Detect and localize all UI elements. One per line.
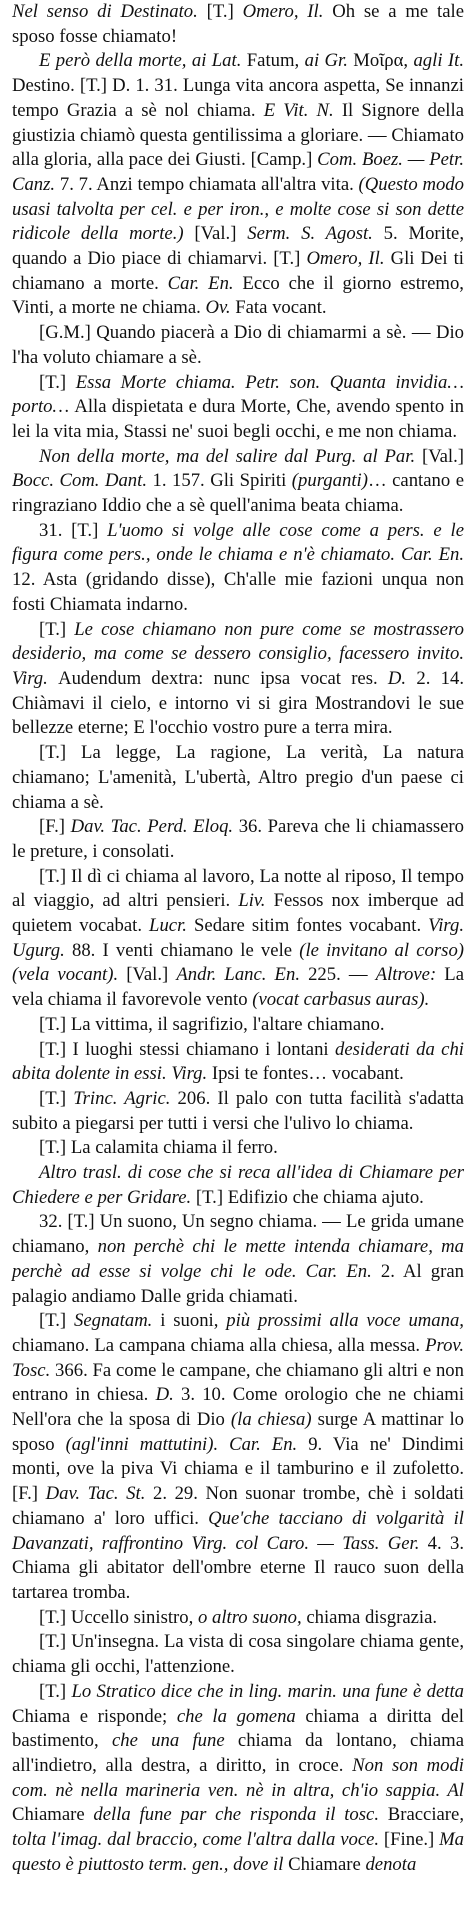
- text-run: [T.] Uccello sinistro,: [39, 1606, 198, 1628]
- text-run: Sedare sitim fontes vocabant.: [194, 915, 429, 937]
- text-run: Alla dispietata e dura Morte, Che, avendo spento in lei la vita mia, Stassi ne' suoi begli occhi, e me non chiama.: [12, 396, 464, 442]
- text-run: 366. Fa come le campane, che chiamano gli altri e non entrano in chiesa.: [12, 1359, 464, 1406]
- text-run: 1. 157. Gli Spiriti: [152, 470, 292, 492]
- entry-paragraph: [12, 49, 464, 321]
- entry-paragraph: [12, 1680, 464, 1878]
- text-run: chiama disgrazia.: [306, 1606, 438, 1628]
- italic-run: Com. Boez. — Petr. Canz.: [12, 149, 464, 195]
- text-run: chiama da lontano, chiama all'indietro, alla destra, a diritto, in croce.: [12, 1730, 464, 1776]
- italic-run: E però della morte, ai Lat.: [39, 50, 247, 72]
- text-run: 88. I venti chiamano le vele: [71, 939, 300, 961]
- italic-run: denota: [365, 1853, 417, 1875]
- italic-run: (le invitano al corso) (vela vocant).: [12, 939, 465, 986]
- text-run: Ipsi te fontes… vocabant.: [211, 1063, 404, 1085]
- italic-run: che una fune: [111, 1730, 238, 1752]
- text-run: [T.]: [39, 1680, 72, 1702]
- italic-run: o altro suono,: [197, 1606, 307, 1628]
- text-run: Fessos nox imberque ad quietem vocabat.: [12, 890, 465, 937]
- italic-run: Essa Morte chiama. Petr. son. Quanta invidia… porto…: [12, 371, 464, 418]
- entry-paragraph: [12, 1013, 464, 1038]
- text-run: 3. 10. Come orologio che ne chiami Nell'ora che la sposa di Dio: [12, 1384, 465, 1431]
- text-run: 32. [T.] Un suono, Un segno chiama. — Le grida umane chiamano,: [12, 1211, 464, 1258]
- italic-run: Prov. Tosc.: [12, 1334, 464, 1381]
- entry-paragraph: [12, 321, 464, 370]
- italic-run: desiderati da chi abita dolente in essi. Virg.: [12, 1038, 464, 1085]
- italic-run: Bocc. Com. Dant.: [12, 470, 153, 492]
- text-run: [Val.]: [194, 223, 248, 245]
- italic-run: D.: [387, 667, 417, 689]
- text-run: Ecco che il giorno estremo, Vinti, a morte ne chiama.: [12, 272, 464, 319]
- entry-paragraph: [12, 865, 464, 1013]
- entry-paragraph: [12, 1038, 464, 1087]
- text-run: Destino. [T.] D. 1. 31. Lunga vita ancora aspetta, Se innanzi tempo Grazia a sè nol chiama.: [12, 75, 464, 121]
- text-run: Bracciare,: [387, 1804, 464, 1826]
- italic-run: che la gomena: [176, 1705, 306, 1727]
- italic-run: Ov.: [205, 297, 236, 319]
- italic-run: Serm. S. Agost.: [247, 223, 384, 245]
- italic-run: Ma questo è piuttosto term. gen., dove il: [12, 1829, 464, 1875]
- text-run: [T.] La vittima, il sagrifizio, l'altare chiamano.: [39, 1013, 385, 1035]
- italic-run: Trinc. Agric.: [73, 1087, 178, 1109]
- italic-run: Andr. Lanc. En.: [176, 964, 309, 986]
- italic-run: E Vit. N.: [263, 99, 342, 121]
- italic-run: D.: [155, 1384, 181, 1406]
- entry-paragraph: [12, 1606, 464, 1631]
- entry-paragraph: [12, 1161, 464, 1210]
- text-run: 206. Il palo con tutta facilità s'adatta subito a piegarsi per tutti i versi che l'ulivo lo chiama.: [12, 1087, 464, 1134]
- italic-run: Lo Stratico dice che in ling. marin. una fune è detta: [71, 1680, 464, 1702]
- text-run: 225. —: [308, 964, 376, 986]
- italic-run: agli It.: [413, 50, 464, 72]
- text-run: [F.]: [39, 816, 71, 838]
- italic-run: Car. En.: [167, 272, 243, 294]
- text-run: Chiama e risponde;: [12, 1705, 177, 1727]
- text-run: [T.] I luoghi stessi chiamano i lontani: [39, 1038, 335, 1060]
- entry-paragraph: [12, 519, 464, 618]
- italic-run: Lucr.: [149, 915, 194, 937]
- text-run: 9. Via ne' Dindimi monti, ove la piva Vi chiama e il tamburino e il zufoletto. [F.]: [12, 1433, 465, 1505]
- text-run: [T.] Il dì ci chiama al lavoro, La notte al riposo, Il tempo al viaggio, ad altri pensieri.: [12, 865, 464, 912]
- italic-run: Virg. Ugurg.: [12, 915, 464, 961]
- text-run: 4. 3. Chiama gli abitator dell'ombre eterne Il rauco suon della tartarea tromba.: [12, 1532, 464, 1603]
- italic-run: Omero, Il.: [242, 1, 333, 22]
- italic-run: Segnatam.: [73, 1310, 161, 1332]
- text-run: chiama a diritta del bastimento,: [12, 1705, 464, 1752]
- italic-run: Que'che tacciano di volgarità il Davanzati, raffrontino Virg. col Caro. — Tass. Ger.: [12, 1507, 464, 1554]
- entry-paragraph: [12, 1210, 464, 1309]
- entry-paragraph: [12, 815, 464, 864]
- text-run: Audendum dextra: nunc ipsa vocat res.: [58, 667, 388, 689]
- italic-run: Liv.: [238, 890, 274, 912]
- text-run: [T.] La legge, La ragione, La verità, La natura chiamano; L'amenità, L'ubertà, Altro pregio d'un paese ci chiama a sè.: [12, 742, 464, 813]
- text-run: [T.]: [39, 618, 75, 640]
- text-run: chiamano. La campana chiama alla chiesa, alla messa.: [12, 1334, 426, 1356]
- italic-run: Non della morte, ma del salire dal Purg. al Par.: [39, 445, 422, 467]
- text-run: [T.] La calamita chiama il ferro.: [39, 1137, 278, 1159]
- text-run: [G.M.] Quando piacerà a Dio di chiamarmi a sè. — Dio l'ha voluto chiamare a sè.: [12, 322, 464, 368]
- text-run: … cantano e ringraziano Iddio che a sè quell'anima beata chiama.: [12, 470, 465, 517]
- text-run: i suoni,: [160, 1310, 227, 1332]
- text-run: 12. Asta (gridando disse), Ch'alle mie fazioni unqua non fosti Chiamata indarno.: [12, 569, 464, 615]
- italic-run: Non son modi com. nè nella marineria ven. nè in altra, ch'io sappia. Al: [12, 1754, 464, 1801]
- italic-run: ai Gr.: [304, 50, 354, 72]
- text-run: 2. 29. Non suonar trombe, chè i soldati chiamano a' loro uffici.: [12, 1483, 464, 1529]
- italic-run: Dav. Tac. St.: [45, 1483, 153, 1505]
- italic-run: Dav. Tac. Perd. Eloq.: [70, 816, 239, 838]
- text-run: 36. Pareva che li chiamassero le preture, i consolati.: [12, 816, 464, 862]
- entry-paragraph: [12, 1309, 464, 1605]
- text-run: [T.] Edifizio che chiama ajuto.: [195, 1186, 424, 1208]
- italic-run: non perchè chi le mette intenda chiamare, ma perchè ad esse si volge chi le ode. Car. En.: [12, 1236, 464, 1282]
- text-run: [T.]: [39, 1087, 74, 1109]
- italic-run: (purganti): [291, 470, 368, 492]
- italic-run: Omero, Il.: [306, 248, 391, 270]
- text-run: 31. [T.]: [39, 519, 108, 541]
- italic-run: (agl'inni mattutini). Car. En.: [65, 1433, 309, 1455]
- entry-paragraph: [12, 371, 464, 445]
- entry-paragraph: [12, 0, 464, 49]
- text-run: Chiamare: [12, 1804, 94, 1826]
- text-run: 5. Morite, quando a Dio piace di chiamarvi. [T.]: [12, 223, 465, 270]
- text-run: [Fine.]: [383, 1829, 440, 1851]
- text-run: [T.]: [39, 1310, 74, 1332]
- italic-run: (la chiesa): [230, 1409, 318, 1431]
- italic-run: L'uomo si volge alle cose come a pers. e le figura come pers., onde le chiama e n'è chiamato. Car. En.: [12, 519, 465, 566]
- italic-run: della fune par che risponda il tosc.: [93, 1804, 388, 1826]
- text-run: Il Signore della giustizia chiamò questa gentilissima a gloriare. — Chiamato alla gloria, alla pace dei Giusti. [Camp.]: [12, 99, 464, 171]
- text-run: 7. 7. Anzi tempo chiamata all'altra vita.: [59, 173, 359, 195]
- text-run: Oh se a me tale sposo fosse chiamato!: [12, 1, 464, 47]
- italic-run: (Questo modo usasi talvolta per cel. e per iron., e molte cose si son dette ridicole della morte.): [12, 173, 464, 245]
- italic-run: Altrove:: [375, 964, 445, 986]
- italic-run: Nel senso di Destinato.: [12, 1, 207, 22]
- text-run: Fatum,: [246, 50, 305, 72]
- entry-paragraph: [12, 1630, 464, 1679]
- text-run: Chiamare: [288, 1853, 366, 1875]
- text-run: [Val.]: [126, 964, 177, 986]
- entry-paragraph: [12, 445, 464, 519]
- text-run: [Val.]: [421, 445, 464, 467]
- text-run: 2. Al gran palagio andiamo Dalle grida chiamati.: [12, 1260, 464, 1307]
- italic-run: (vocat carbasus auras).: [252, 989, 430, 1011]
- text-run: [T.] Un'insegna. La vista di cosa singolare chiama gente, chiama gli occhi, l'attenzione.: [12, 1631, 464, 1678]
- text-run: Fata vocant.: [235, 297, 327, 319]
- text-run: Μοῖρα,: [353, 50, 414, 72]
- text-run: surge A mattinar lo sposo: [12, 1409, 464, 1455]
- entry-paragraph: [12, 618, 464, 742]
- italic-run: Altro trasl. di cose che si reca all'idea di Chiamare per Chiedere e per Gridare.: [12, 1162, 464, 1208]
- text-run: La vela chiama il favorevole vento: [12, 964, 464, 1011]
- text-run: 2. 14. Chiàmavi il cielo, e intorno vi si gira Mostrandovi le sue bellezze eterne; E l'occhio vostro pure a terra mira.: [12, 667, 464, 739]
- italic-run: più prossimi alla voce umana,: [226, 1310, 464, 1332]
- text-run: [T.]: [39, 371, 76, 393]
- text-run: [T.]: [206, 1, 243, 22]
- entry-paragraph: [12, 1136, 464, 1161]
- italic-run: Le cose chiamano non pure come se mostrassero desiderio, ma come se dessero consiglio, facessero invito. Virg.: [12, 618, 464, 689]
- text-run: Gli Dei ti chiamano a morte.: [12, 248, 464, 294]
- entry-paragraph: [12, 1087, 464, 1136]
- entry-paragraph: [12, 741, 464, 815]
- italic-run: tolta l'imag. dal braccio, come l'altra dalla voce.: [12, 1829, 384, 1851]
